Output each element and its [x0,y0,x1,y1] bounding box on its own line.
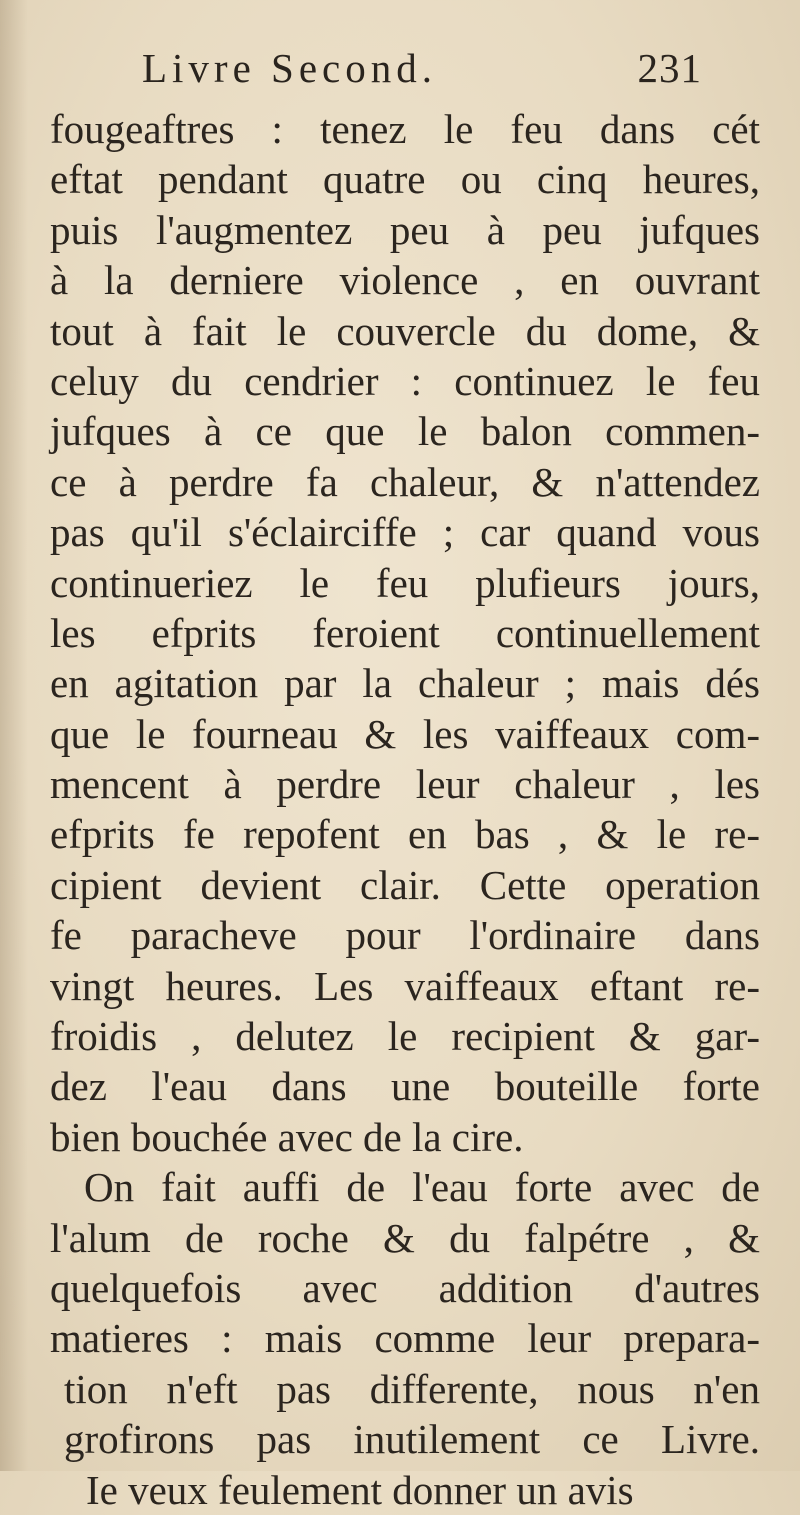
text-line: continueriez le feu plufieurs jours, [50,559,760,606]
text-line: bien bouchée avec de la cire. [50,1113,524,1160]
page-number: 231 [637,45,702,91]
text-line: à la derniere violence , en ouvrant [50,257,760,304]
text-line: en agitation par la chaleur ; mais dés [50,660,760,707]
running-head [142,44,702,100]
text-line: froidis , delutez le recipient & gar- [50,1013,760,1060]
text-line: pas qu'il s'éclairciffe ; car quand vous [50,509,760,556]
text-line: eftat pendant quatre ou cinq heures, [50,156,760,203]
text-line: Ie veux feulement donner un avis [86,1466,634,1513]
text-line: celuy du cendrier : continuez le feu [50,357,760,404]
body-text [50,104,760,1515]
text-line: jufques à ce que le balon commen- [50,408,760,455]
text-line: grofirons pas inutilement ce Livre. [64,1416,760,1463]
running-head-title: Livre Second. [142,45,437,91]
text-line: fougeaftres : tenez le feu dans cét [50,106,760,152]
text-line: vingt heures. Les vaiffeaux eftant re- [50,962,760,1009]
text-line: que le fourneau & les vaiffeaux com- [50,710,760,757]
text-line: l'alum de roche & du falpétre , & [50,1214,760,1261]
text-line: On fait auffi de l'eau forte avec de [84,1164,760,1211]
text-line: puis l'augmentez peu à peu jufques [50,206,760,253]
text-line: fe paracheve pour l'ordinaire dans [50,912,760,959]
text-line: ce à perdre fa chaleur, & n'attendez [50,458,760,505]
text-line: matieres : mais comme leur prepara- [50,1315,760,1362]
text-line: tion n'eft pas differente, nous n'en [64,1365,760,1412]
text-line: dez l'eau dans une bouteille forte [50,1063,760,1110]
text-line: les efprits feroient continuellement [50,609,760,656]
text-line: mencent à perdre leur chaleur , les [50,761,760,808]
page-gutter-shadow [0,0,28,1471]
text-line: tout à fait le couvercle du dome, & [50,307,760,354]
text-line: efprits fe repofent en bas , & le re- [50,811,760,858]
text-line: cipient devient clair. Cette operation [50,861,760,908]
text-line: quelquefois avec addition d'autres [50,1264,760,1311]
